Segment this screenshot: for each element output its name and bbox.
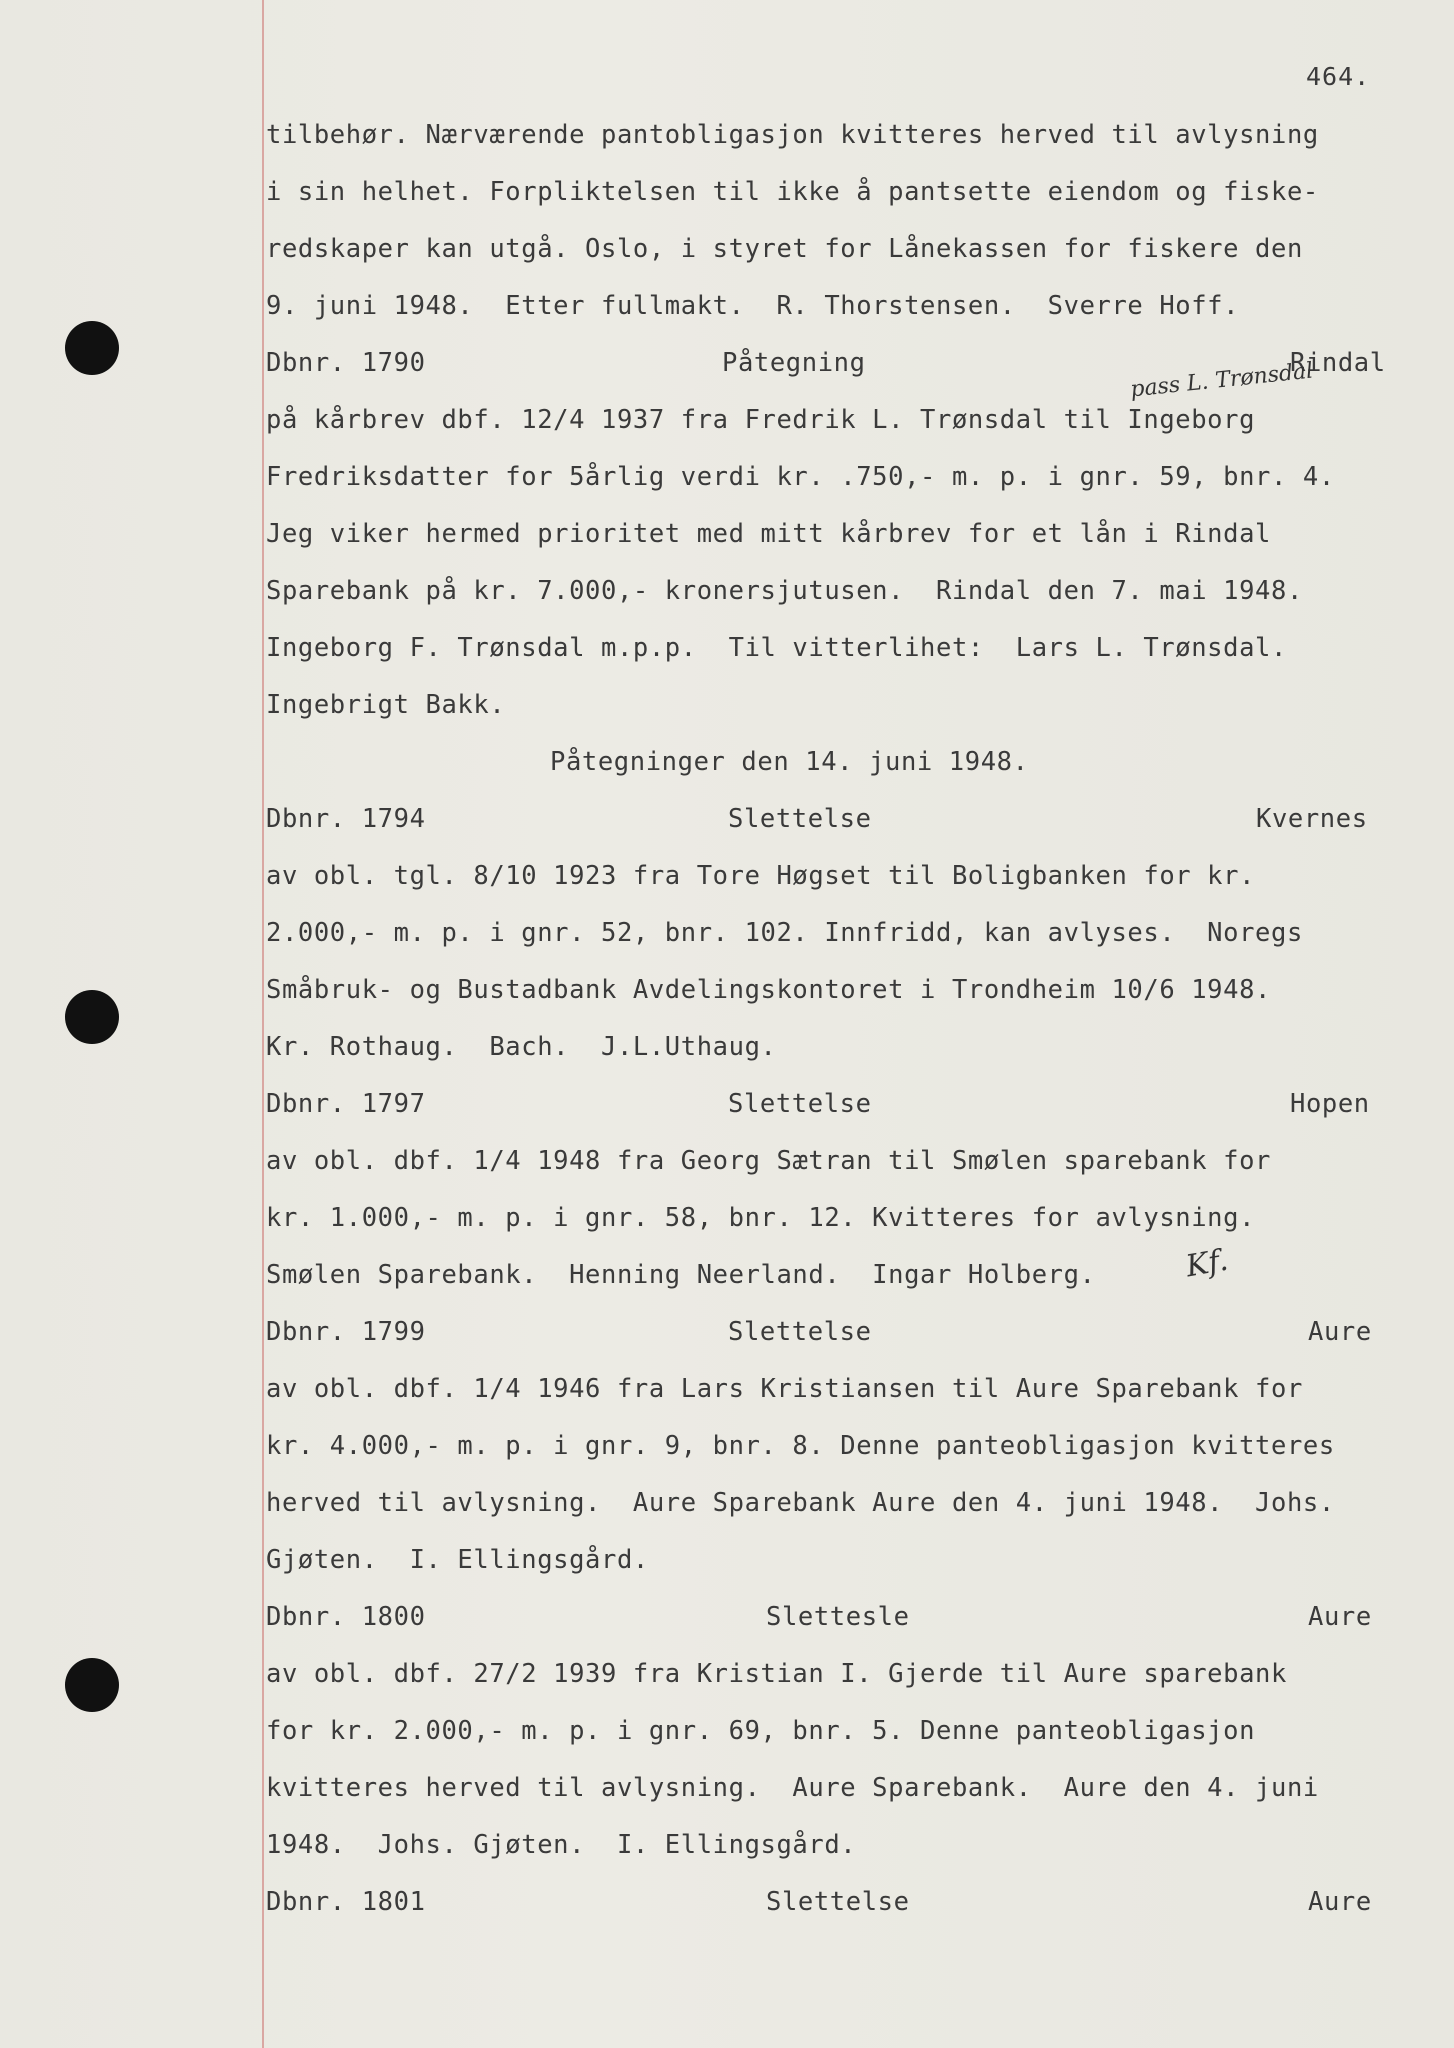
entry-dbnr: Dbnr. 1797 — [266, 1089, 426, 1119]
entry-title: Slettelse — [728, 804, 872, 834]
entry-place: Aure — [1308, 1317, 1372, 1347]
text-line: Fredriksdatter for 5årlig verdi kr. .750,- m. p. i gnr. 59, bnr. 4. — [266, 462, 1335, 492]
text-line: kvitteres herved til avlysning. Aure Sparebank. Aure den 4. juni — [266, 1773, 1319, 1803]
text-line: kr. 1.000,- m. p. i gnr. 58, bnr. 12. Kvitteres for avlysning. — [266, 1203, 1256, 1233]
text-line: på kårbrev dbf. 12/4 1937 fra Fredrik L. Trønsdal til Ingeborg — [266, 405, 1256, 435]
text-line: Sparebank på kr. 7.000,- kronersjutusen. Rindal den 7. mai 1948. — [266, 576, 1303, 606]
text-line: av obl. dbf. 27/2 1939 fra Kristian I. Gjerde til Aure sparebank — [266, 1659, 1287, 1689]
text-line: 1948. Johs. Gjøten. I. Ellingsgård. — [266, 1830, 857, 1860]
punch-hole — [65, 990, 119, 1044]
entry-dbnr: Dbnr. 1794 — [266, 804, 426, 834]
entry-title: Slettelse — [728, 1089, 872, 1119]
page-number: 464. — [1306, 62, 1371, 91]
text-line: Ingeborg F. Trønsdal m.p.p. Til vitterlihet: Lars L. Trønsdal. — [266, 633, 1287, 663]
text-line: Jeg viker hermed prioritet med mitt kårbrev for et lån i Rindal — [266, 519, 1271, 549]
text-line: i sin helhet. Forpliktelsen til ikke å pantsette eiendom og fiske- — [266, 177, 1319, 207]
text-line: av obl. tgl. 8/10 1923 fra Tore Høgset til Boligbanken for kr. — [266, 861, 1256, 891]
entry-title: Slettelse — [766, 1887, 910, 1917]
text-line: herved til avlysning. Aure Sparebank Aure den 4. juni 1948. Johs. — [266, 1488, 1335, 1518]
text-line: redskaper kan utgå. Oslo, i styret for Lånekassen for fiskere den — [266, 234, 1303, 264]
text-line: Smølen Sparebank. Henning Neerland. Ingar Holberg. — [266, 1260, 1096, 1290]
entry-place: Hopen — [1290, 1089, 1370, 1119]
text-line: av obl. dbf. 1/4 1946 fra Lars Kristiansen til Aure Sparebank for — [266, 1374, 1303, 1404]
entry-place: Rindal — [1290, 348, 1386, 378]
entry-dbnr: Dbnr. 1790 — [266, 348, 426, 378]
entry-place: Aure — [1308, 1602, 1372, 1632]
entry-title: Slettesle — [766, 1602, 910, 1632]
entry-dbnr: Dbnr. 1801 — [266, 1887, 426, 1917]
section-heading: Påtegninger den 14. juni 1948. — [550, 747, 1029, 777]
entry-dbnr: Dbnr. 1799 — [266, 1317, 426, 1347]
text-line: 2.000,- m. p. i gnr. 52, bnr. 102. Innfridd, kan avlyses. Noregs — [266, 918, 1303, 948]
margin-rule — [262, 0, 264, 2048]
entry-place: Kvernes — [1256, 804, 1368, 834]
text-line: Kr. Rothaug. Bach. J.L.Uthaug. — [266, 1032, 777, 1062]
text-line: av obl. dbf. 1/4 1948 fra Georg Sætran til Smølen sparebank for — [266, 1146, 1271, 1176]
handwritten-note: pass L. Trønsdal — [1129, 358, 1315, 403]
punch-hole — [65, 321, 119, 375]
text-line: 9. juni 1948. Etter fullmakt. R. Thorstensen. Sverre Hoff. — [266, 291, 1240, 321]
entry-title: Slettelse — [728, 1317, 872, 1347]
punch-hole — [65, 1658, 119, 1712]
text-line: Ingebrigt Bakk. — [266, 690, 506, 720]
text-line: Småbruk- og Bustadbank Avdelingskontoret i Trondheim 10/6 1948. — [266, 975, 1271, 1005]
text-line: for kr. 2.000,- m. p. i gnr. 69, bnr. 5. Denne panteobligasjon — [266, 1716, 1256, 1746]
handwritten-initials: Kf. — [1183, 1242, 1231, 1285]
entry-dbnr: Dbnr. 1800 — [266, 1602, 426, 1632]
text-line: Gjøten. I. Ellingsgård. — [266, 1545, 649, 1575]
text-line: tilbehør. Nærværende pantobligasjon kvitteres herved til avlysning — [266, 120, 1319, 150]
text-line: kr. 4.000,- m. p. i gnr. 9, bnr. 8. Denne panteobligasjon kvitteres — [266, 1431, 1335, 1461]
entry-place: Aure — [1308, 1887, 1372, 1917]
entry-title: Påtegning — [722, 348, 866, 378]
